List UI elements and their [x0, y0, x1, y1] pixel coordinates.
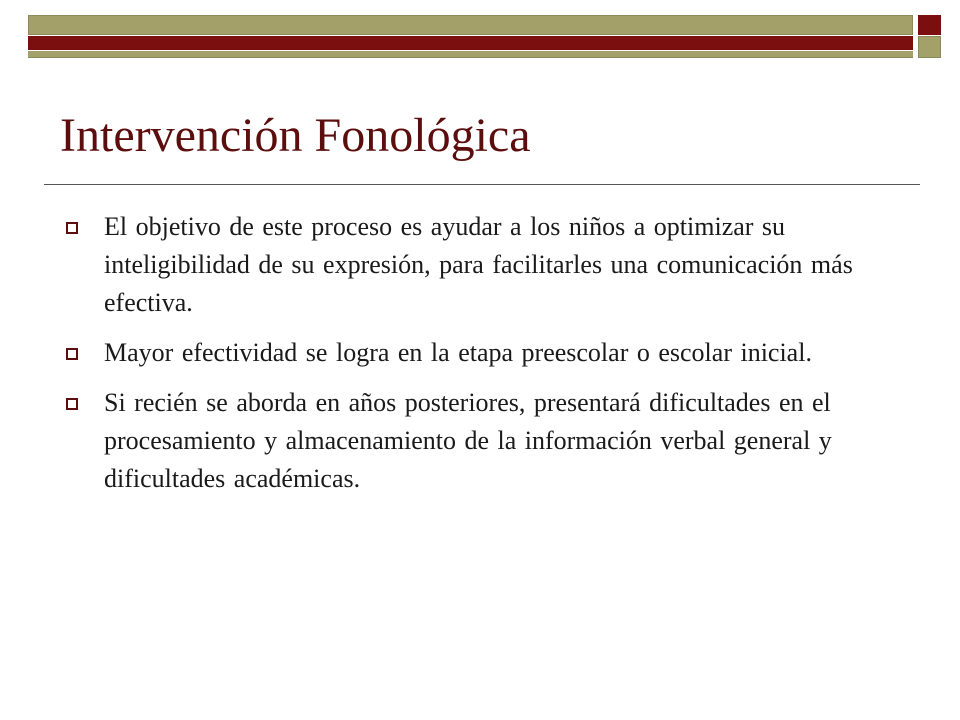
header-band-maroon	[28, 36, 913, 50]
bullet-text: El objetivo de este proceso es ayudar a los niños a optimizar su inteligibilidad de su expresión, para facilitarles una comunicación más efectiva.	[104, 212, 853, 317]
slide-title: Intervención Fonológica	[60, 109, 531, 162]
hollow-square-icon	[66, 348, 78, 360]
header-band-olive-top	[28, 15, 913, 35]
bullet-item	[60, 208, 860, 322]
bullet-text: Si recién se aborda en años posteriores, presentará dificultades en el procesamiento y almacenamiento de la información verbal general y dificultades académicas.	[104, 388, 832, 493]
corner-block-maroon	[918, 15, 941, 35]
hollow-square-icon	[66, 398, 78, 410]
corner-block-olive	[918, 36, 941, 58]
header-band-olive-bottom	[28, 51, 913, 58]
hollow-square-icon	[66, 222, 78, 234]
title-divider	[44, 184, 920, 185]
bullet-item	[60, 384, 860, 498]
bullet-item	[60, 334, 860, 372]
bullet-list	[60, 208, 860, 510]
bullet-text: Mayor efectividad se logra en la etapa preescolar o escolar inicial.	[104, 338, 812, 367]
